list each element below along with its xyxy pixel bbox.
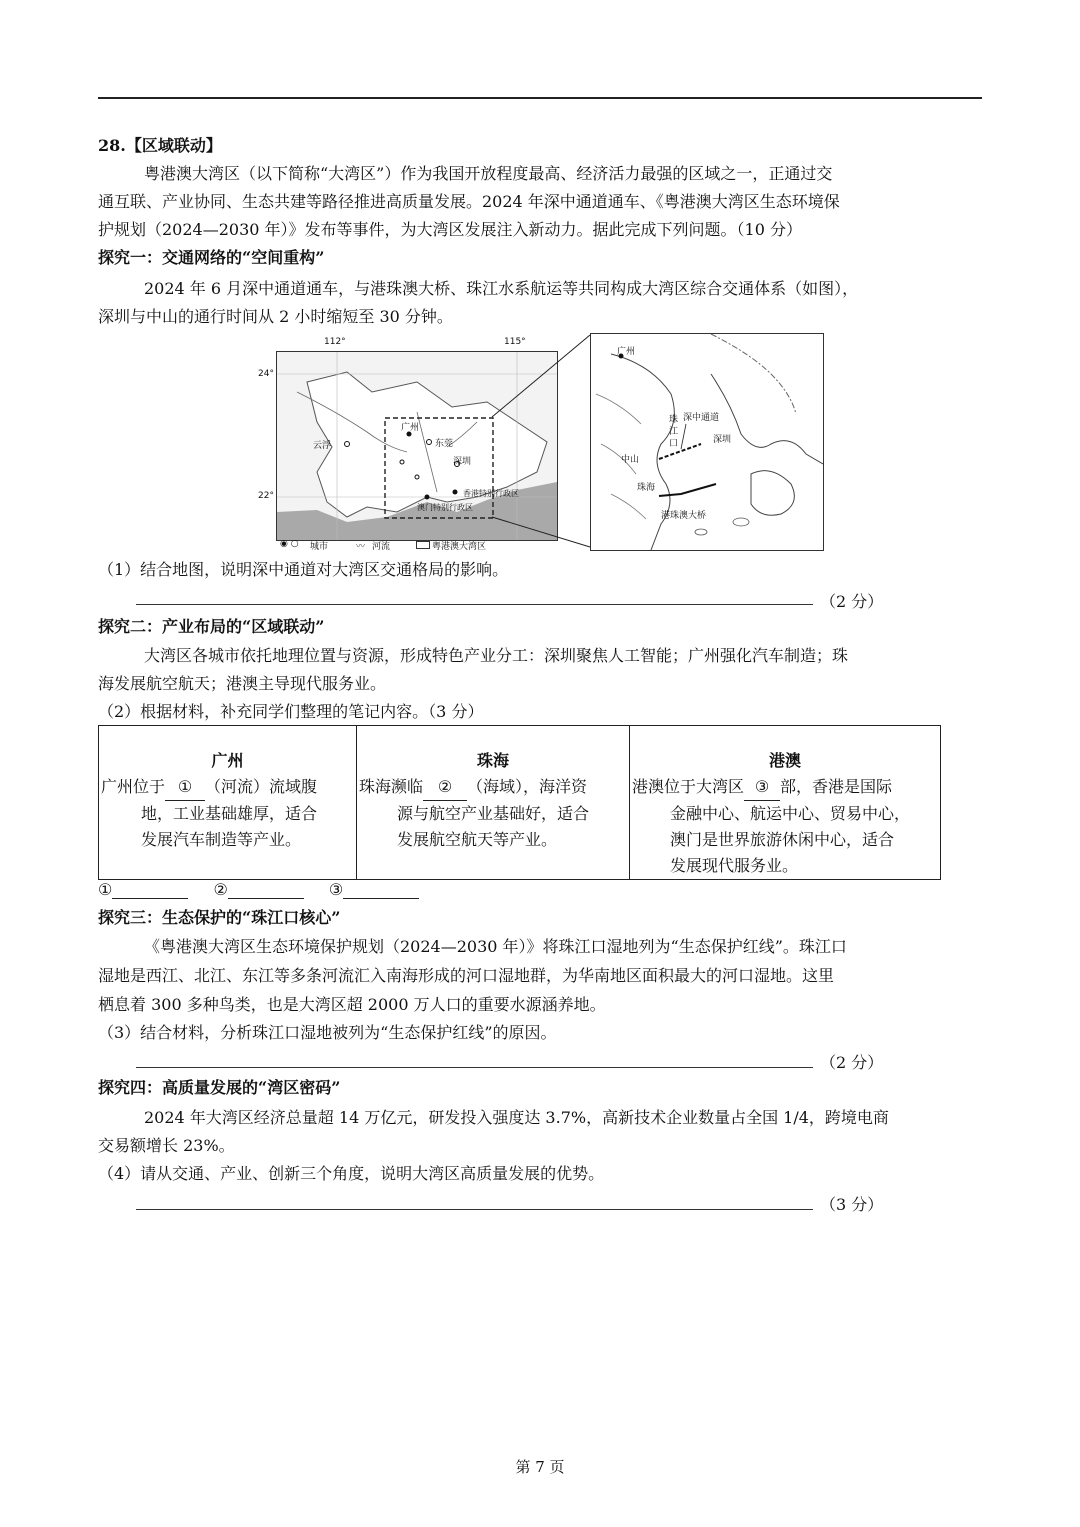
- part3-heading: 探究三：生态保护的“珠江口核心”: [98, 908, 341, 927]
- legend-city-label: 城市: [310, 542, 329, 552]
- answer-line-q3[interactable]: [136, 1067, 813, 1068]
- detail-label-hzmb: 港珠澳大桥: [661, 511, 707, 521]
- guangzhou-post-1: （河流）流域腹: [205, 777, 318, 796]
- table-body-guangzhou: [99, 774, 356, 853]
- part4-text-1: 2024 年大湾区经济总量超 14 万亿元，研发投入强度达 3.7%，高新技术企业数量占全国 1/4，跨境电商: [144, 1108, 889, 1127]
- intro-line-2: 通互联、产业协同、生态共建等路径推进高质量发展。2024 年深中通道通车、《粤港澳大湾区生态环境保: [98, 192, 840, 211]
- table-header-zhuhai: 珠海: [476, 751, 509, 770]
- part4-question: （4）请从交通、产业、创新三个角度，说明大湾区高质量发展的优势。: [98, 1164, 605, 1183]
- page-number: 第 7 页: [515, 1458, 565, 1476]
- detail-label-jiang: 江: [669, 427, 679, 437]
- lon-label-115: 115°: [504, 337, 526, 347]
- table-header-gangao: 港澳: [768, 751, 801, 770]
- table-body-zhuhai: [357, 774, 629, 853]
- part2-text-2: 海发展航空航天；港澳主导现代服务业。: [98, 674, 387, 693]
- part1-text-1: 2024 年 6 月深中通道通车，与港珠澳大桥、珠江水系航运等共同构成大湾区综合交通体系（如图），: [144, 279, 859, 298]
- zhuhai-post-2: 源与航空产业基础好，适合: [397, 804, 590, 823]
- part4-text-2: 交易额增长 23%。: [98, 1136, 235, 1155]
- blank-label-1: ①: [98, 880, 113, 899]
- intro-line-3: 护规划（2024—2030 年）》发布等事件，为大湾区发展注入新动力。据此完成下列问题。（10 分）: [98, 220, 802, 239]
- part3-text-3: 栖息着 300 多种鸟类，也是大湾区超 2000 万人口的重要水源涵养地。: [98, 995, 606, 1014]
- legend-river-label: 河流: [372, 542, 391, 552]
- legend-bay-label: 粤港澳大湾区: [432, 542, 487, 552]
- detail-label-shenzhong: 深中通道: [683, 413, 720, 423]
- part1-question: （1）结合地图，说明深中通道对大湾区交通格局的影响。: [98, 560, 509, 579]
- part1-heading: 探究一：交通网络的“空间重构”: [98, 248, 325, 267]
- part4-heading: 探究四：高质量发展的“湾区密码”: [98, 1078, 341, 1097]
- part3-text-1: 《粤港澳大湾区生态环境保护规划（2024—2030 年）》将珠江口湿地列为“生态保护红线”。珠江口: [144, 937, 847, 956]
- table-cell-zhuhai: [357, 726, 630, 880]
- part1-score: （2 分）: [820, 592, 884, 611]
- legend-river-icon: 〰: [356, 542, 366, 552]
- map-city-yunfu: 云浮: [313, 441, 332, 451]
- table-cell-gangao: [630, 726, 941, 880]
- part3-text-2: 湿地是西江、北江、东江等多条河流汇入南海形成的河口湿地群，为华南地区面积最大的河口湿地。这里: [98, 966, 835, 985]
- answer-blank-2[interactable]: [213, 880, 303, 899]
- blank-marker-3: ③: [744, 774, 780, 801]
- guangzhou-post-3: 发展汽车制造等产业。: [141, 830, 302, 849]
- bay-area-map-figure: [252, 333, 824, 551]
- gangao-post-1: 部，香港是国际: [780, 777, 893, 796]
- guangzhou-pre: 广州位于: [101, 777, 166, 796]
- part4-score: （3 分）: [820, 1195, 884, 1214]
- detail-label-shenzhen: 深圳: [713, 435, 732, 445]
- blank-label-3: ③: [328, 880, 344, 899]
- table-cell-guangzhou: [99, 726, 357, 880]
- answer-line-q1[interactable]: [136, 604, 813, 605]
- detail-label-zhuhai: 珠海: [637, 483, 656, 493]
- lat-label-24: 24°: [258, 369, 274, 379]
- table-row: [99, 726, 941, 880]
- detail-label-zhongshan: 中山: [621, 455, 640, 465]
- blank-marker-1: ①: [165, 774, 205, 801]
- blank-marker-2: ②: [423, 774, 467, 801]
- table-body-gangao: [630, 774, 940, 879]
- notes-table: [98, 725, 941, 880]
- header-rule: [98, 97, 982, 99]
- question-title: 28.【区域联动】: [98, 136, 222, 155]
- lon-label-112: 112°: [324, 337, 346, 347]
- answer-line-q4[interactable]: [136, 1209, 813, 1210]
- answer-blank-3[interactable]: [329, 880, 419, 899]
- detail-map: [590, 333, 824, 551]
- map-region-macau: 澳门特别行政区: [417, 503, 473, 512]
- part2-question: （2）根据材料，补充同学们整理的笔记内容。（3 分）: [98, 702, 484, 721]
- map-region-hongkong: 香港特别行政区: [463, 489, 519, 498]
- part3-question: （3）结合材料，分析珠江口湿地被列为“生态保护红线”的原因。: [98, 1023, 557, 1042]
- map-city-dongguan: 东莞: [435, 439, 454, 449]
- legend-city-icon: ◉ ○: [280, 539, 299, 549]
- detail-label-guangzhou: 广州: [617, 347, 636, 357]
- detail-map-svg: [591, 334, 823, 550]
- map-city-shenzhen: 深圳: [453, 457, 472, 467]
- part2-text-1: 大湾区各城市依托地理位置与资源，形成特色产业分工：深圳聚焦人工智能；广州强化汽车制造；珠: [144, 646, 849, 665]
- part2-heading: 探究二：产业布局的“区域联动”: [98, 617, 325, 636]
- guangzhou-post-2: 地，工业基础雄厚，适合: [141, 804, 318, 823]
- map-city-guangzhou: 广州: [401, 423, 420, 433]
- detail-label-zhu: 珠: [669, 415, 679, 425]
- zhuhai-post-1: （海域），海洋资: [467, 777, 588, 796]
- answer-blanks: [98, 880, 439, 899]
- gangao-post-2: 金融中心、航运中心、贸易中心，: [670, 804, 911, 823]
- zhuhai-post-3: 发展航空航天等产业。: [397, 830, 558, 849]
- lat-label-22: 22°: [258, 491, 274, 501]
- part3-score: （2 分）: [820, 1053, 884, 1072]
- zhuhai-pre: 珠海濒临: [359, 777, 424, 796]
- gangao-pre: 港澳位于大湾区: [632, 777, 745, 796]
- detail-label-kou: 口: [669, 439, 679, 449]
- part1-text-2: 深圳与中山的通行时间从 2 小时缩短至 30 分钟。: [98, 307, 453, 326]
- blank-label-2: ②: [213, 880, 228, 899]
- answer-blank-1[interactable]: [98, 880, 188, 899]
- intro-line-1: 粤港澳大湾区（以下简称“大湾区”）作为我国开放程度最高、经济活力最强的区域之一，正通过交: [144, 164, 833, 183]
- table-header-guangzhou: 广州: [211, 751, 244, 770]
- gangao-post-3: 澳门是世界旅游休闲中心，适合: [670, 830, 895, 849]
- gangao-post-4: 发展现代服务业。: [670, 856, 799, 875]
